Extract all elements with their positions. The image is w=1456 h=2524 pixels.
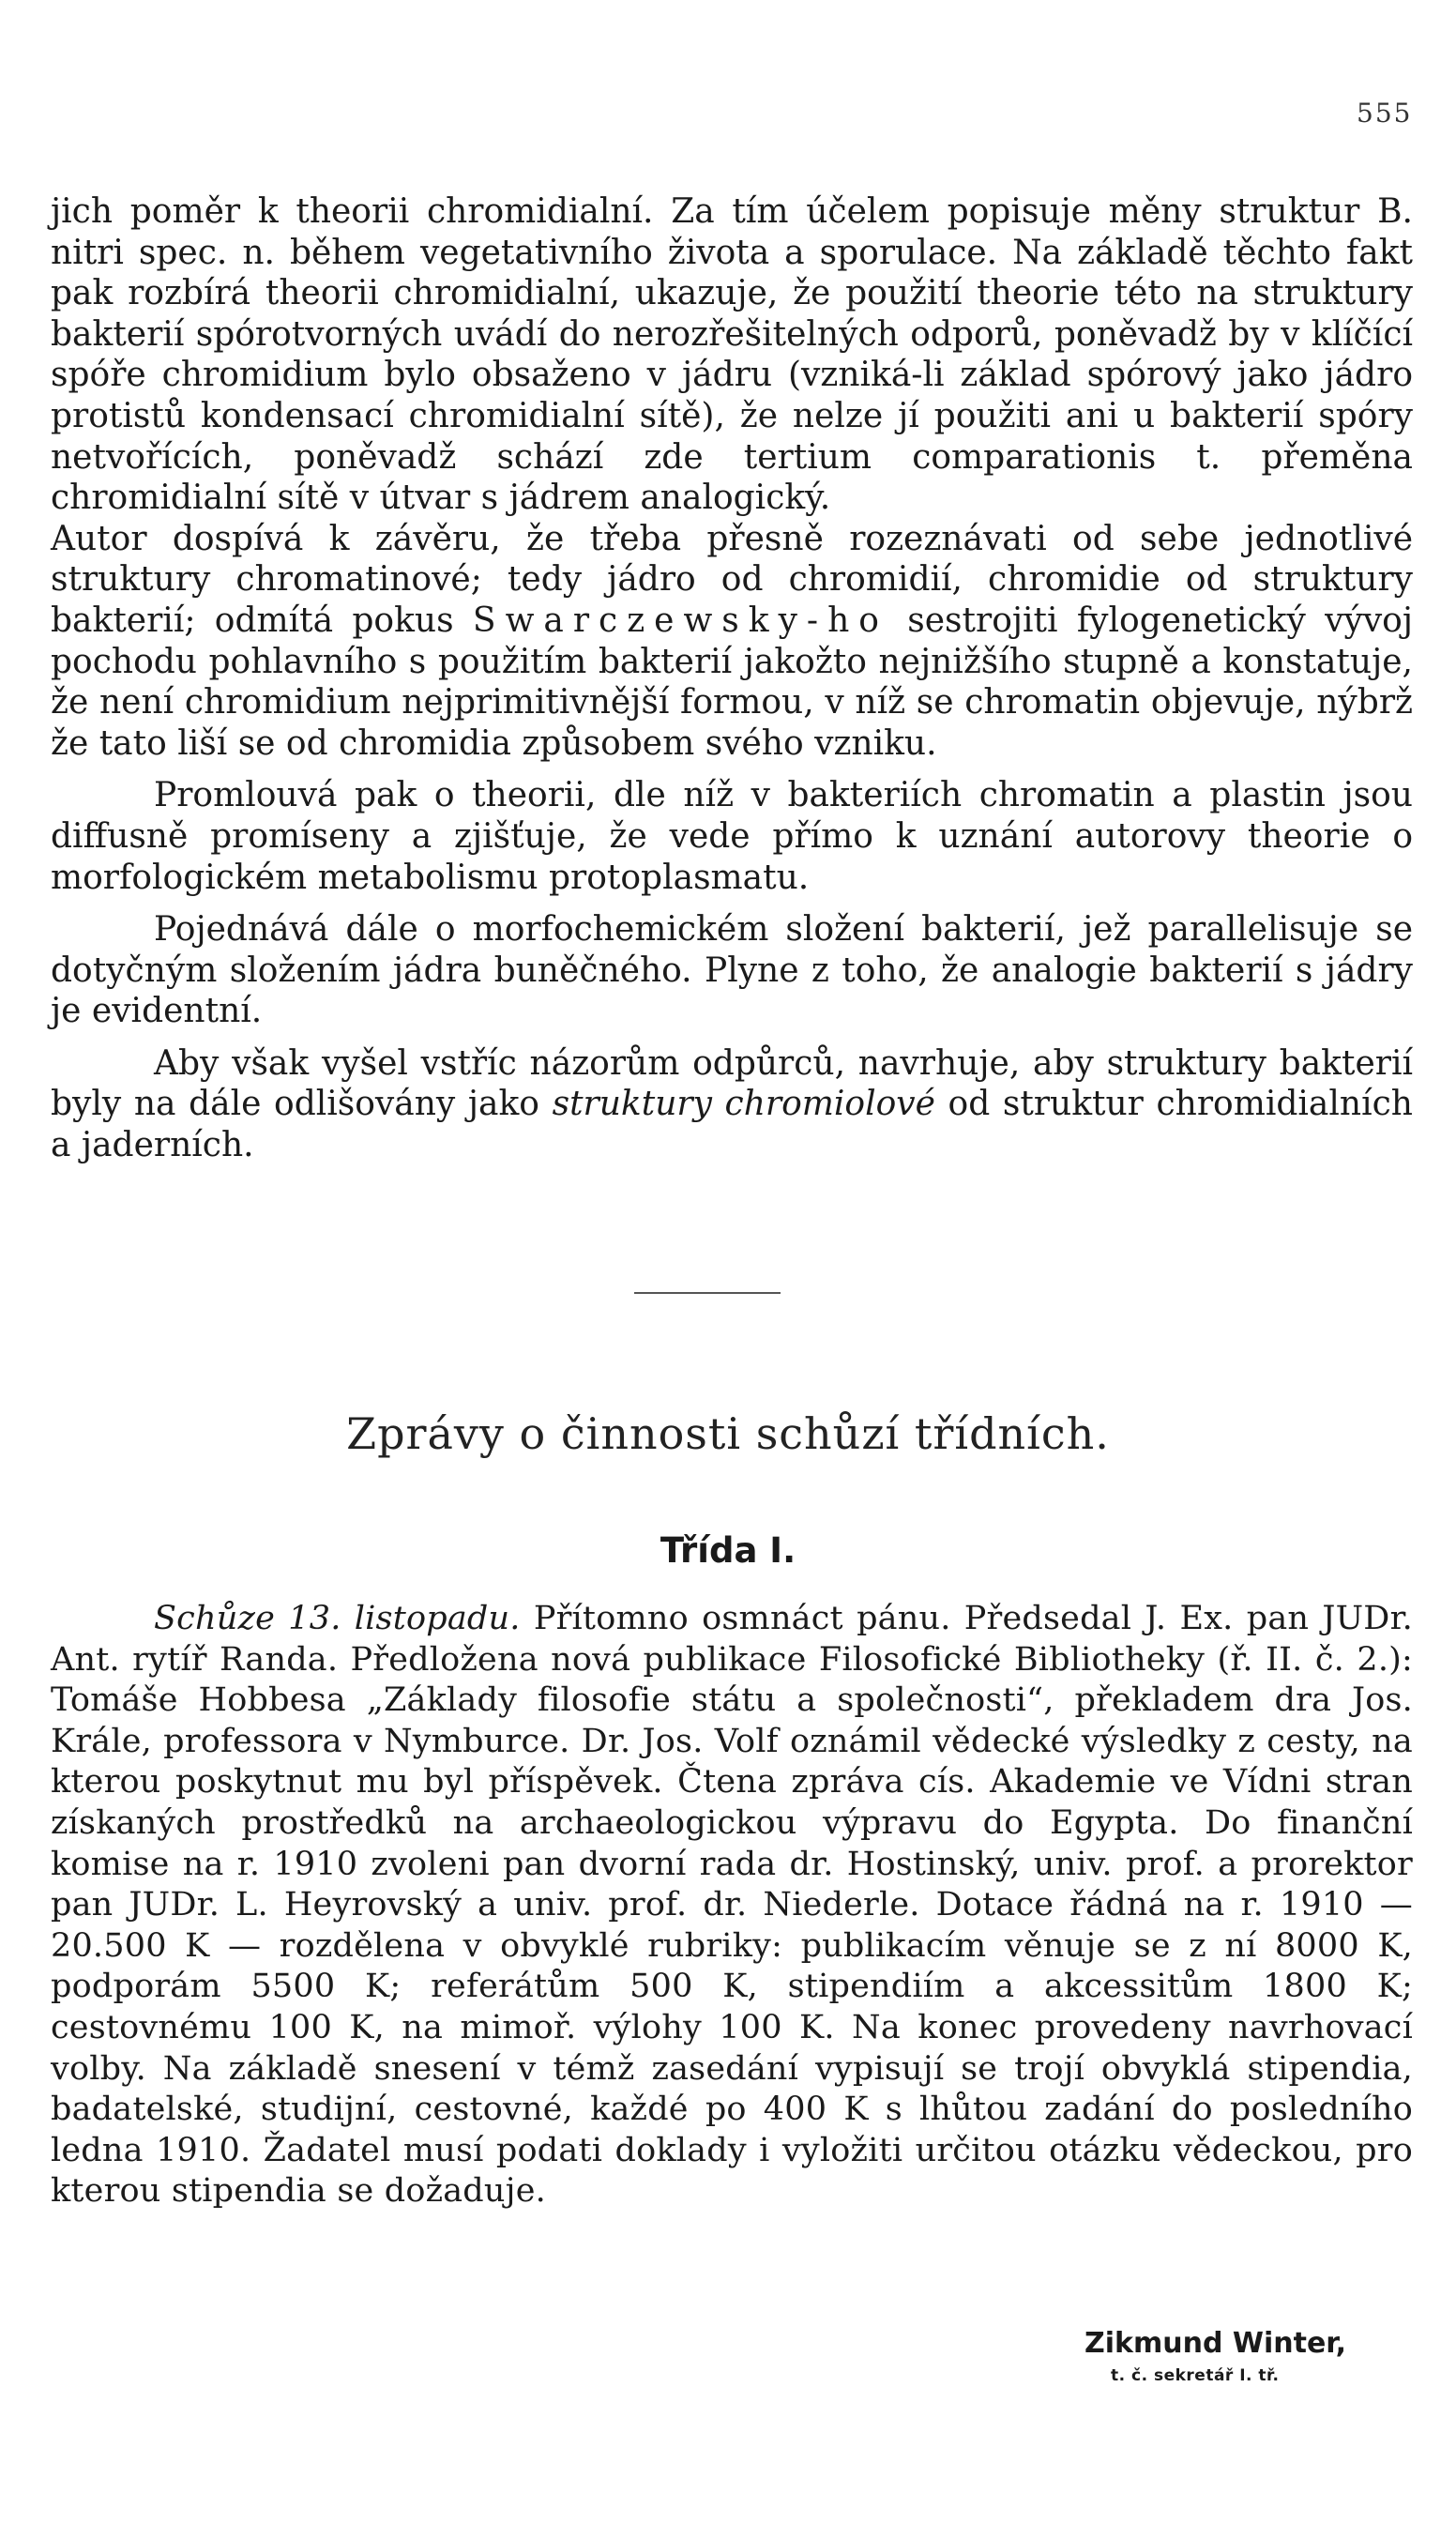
- page-number: 555: [1357, 98, 1413, 129]
- article-body: [51, 191, 1413, 1166]
- class-heading: Třída I.: [660, 1530, 796, 1571]
- session-date-label: Schůze 13. listopadu.: [154, 1600, 521, 1637]
- paragraph-2-start: Autor dospívá k závěru, že třeba přesně rozeznávati od sebe jednotlivé struktury chromatinové; tedy jádro od chromidií, chromidie od struktury bakterií; odmítá pokus: [51, 519, 1413, 640]
- author-name-spaced: Swarczewsky-ho: [472, 601, 888, 640]
- session-report: [51, 1599, 1413, 2212]
- session-body: Přítomno osmnáct pánu. Předsedal J. Ex. pan JUDr. Ant. rytíř Randa. Předložena nová publikace Filosofické Bibliotheky (ř. II. č. 2.): Tomáše Hobbesa „Základy filosofie státu a společnosti“, překladem dra Jos. Krále, professora v Nymburce. Dr. Jos. Volf oznámil vědecké výsledky z cesty, na kterou poskytnut mu byl příspěvek. Čtena zpráva cís. Akademie ve Vídni stran získaných prostředků na archaeologickou výpravu do Egypta. Do finanční komise na r. 1910 zvoleni pan dvorní rada dr. Hostinský, univ. prof. a prorektor pan JUDr. L. Heyrovský a univ. prof. dr. Niederle. Dotace řádná na r. 1910 — 20.500 K — rozdělena v obvyklé rubriky: publikacím věnuje se z ní 8000 K, podporám 5500 K; referátům 500 K, stipendiím a akcessitům 1800 K; cestovnému 100 K, na mimoř. výlohy 100 K. Na konec provedeny navrhovací volby. Na základě snesení v témž zasedání vypisují se trojí obvyklá stipendia, badatelské, studijní, cestovné, každé po 400 K s lhůtou zadání do posledního ledna 1910. Žadatel musí podati doklady i vyložiti určitou otázku vědeckou, pro kterou stipendia se dožaduje.: [51, 1600, 1413, 2211]
- italic-term: struktury chromiolové: [552, 1085, 935, 1124]
- paragraph-4: Pojednává dále o morfochemickém složení bakterií, jež parallelisuje se dotyčným složením jádra buněčného. Plyne z toho, že analogie bakterií s jádry je evidentní.: [51, 910, 1413, 1031]
- paragraph-2: [51, 519, 1413, 765]
- paragraph-2-end: sestrojiti fylogenetický vývoj pochodu pohlavního s použitím bakterií jakožto nejnižšího stupně a konstatuje, že není chromidium nejprimitivnější formou, v níž se chromatin objevuje, nýbrž že tato liší se od chromidia způsobem svého vzniku.: [51, 601, 1414, 763]
- paragraph-5: [51, 1043, 1413, 1166]
- paragraph-1: jich poměr k theorii chromidialní. Za tím účelem popisuje měny struktur B. nitri spec. n. během vegetativního života a sporulace. Na základě těchto fakt pak rozbírá theorii chromidialní, ukazuje, že použití theorie této na struktury bakterií spórotvorných uvádí do nerozřešitelných odporů, poněvadž by v klíčící spóře chromidium bylo obsaženo v jádru (vzniká-li základ spórový jako jádro protistů kondensací chromidialní sítě), že nelze jí použiti ani u bakterií spóry netvořících, poněvadž schází zde tertium comparationis t. přeměna chromidialní sítě v útvar s jádrem analogický.: [51, 192, 1413, 518]
- signature-title: t. č. sekretář I. tř.: [1111, 2366, 1280, 2385]
- session-paragraph: [51, 1599, 1413, 2212]
- paragraph-5-start: Aby však vyšel vstříc názorům odpůrců, navrhuje, aby struktury bakterií byly na dále odlišovány jako: [51, 1043, 1413, 1124]
- section-divider: [634, 1292, 781, 1294]
- signature-name: Zikmund Winter,: [1084, 2327, 1347, 2360]
- section-title: Zprávy o činnosti schůzí třídních.: [346, 1408, 1110, 1459]
- paragraph-5-end: od struktur chromidialních a jaderních.: [51, 1085, 1413, 1165]
- paragraph-3: Promlouvá pak o theorii, dle níž v bakteriích chromatin a plastin jsou diffusně promíseny a zjišťuje, že vede přímo k uznání autorovy theorie o morfologickém metabolismu protoplasmatu.: [51, 776, 1413, 897]
